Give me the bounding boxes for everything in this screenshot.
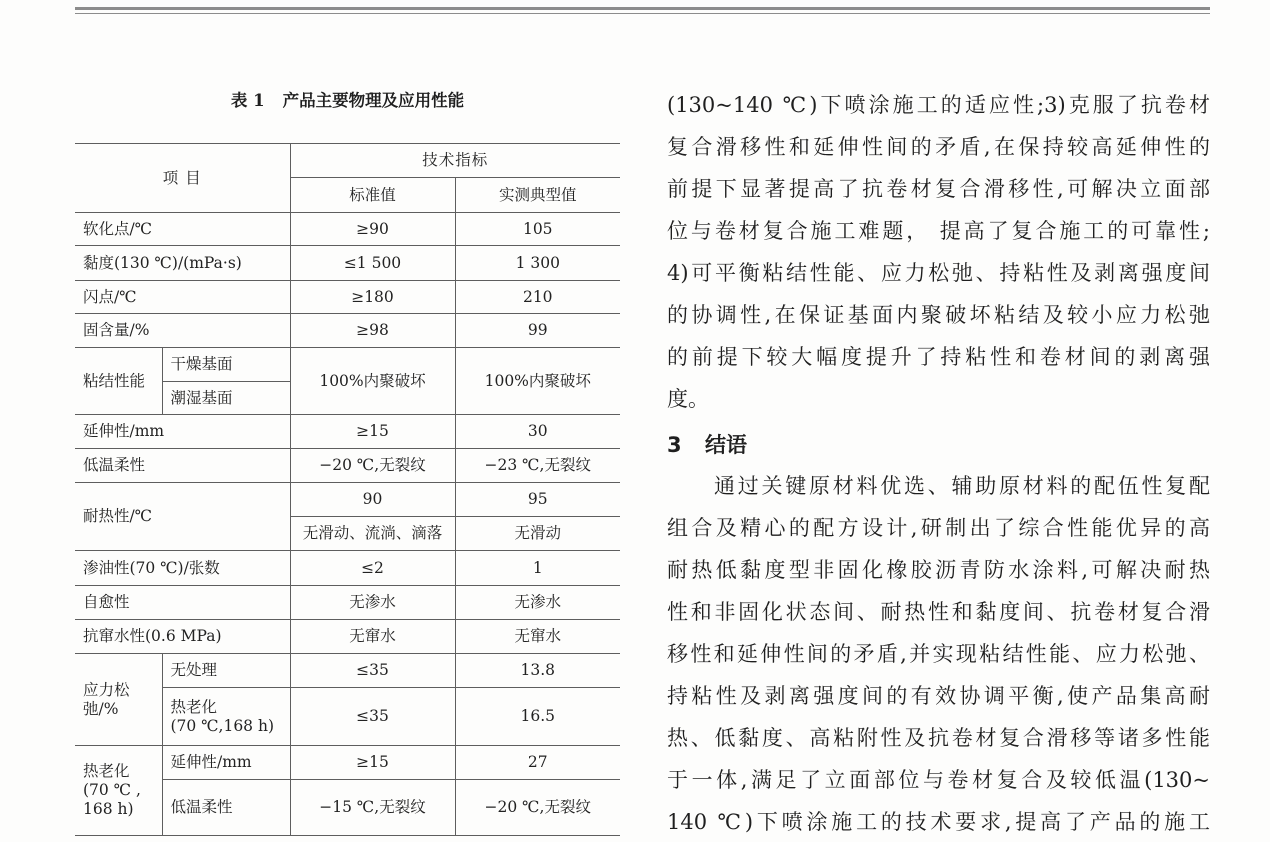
text-line: 的协调性,在保证基面内聚破坏粘结及较小应力松弛 <box>667 303 1210 327</box>
row-measured: 1 <box>455 551 620 586</box>
row-item: 渗油性(70 ℃)/张数 <box>75 551 290 586</box>
row-item: 黏度(130 ℃)/(mPa·s) <box>75 246 290 281</box>
text-line: 度。 <box>667 387 709 411</box>
text-line: 140 ℃)下喷涂施工的技术要求,提高了产品的施工 <box>667 810 1210 834</box>
row-standard: 无滑动、流淌、滴落 <box>290 517 455 551</box>
row-measured: 无渗水 <box>455 586 620 620</box>
conclusion-paragraph <box>667 467 1210 841</box>
header-double-rule <box>75 7 1210 14</box>
row-sub-item: 无处理 <box>162 654 290 688</box>
text-line: 前提下显著提高了抗卷材复合滑移性,可解决立面部 <box>667 177 1210 201</box>
row-sub-item: 延伸性/mm <box>162 746 290 780</box>
table-row <box>75 483 620 517</box>
row-measured: 16.5 <box>455 688 620 746</box>
row-standard: ≥90 <box>290 213 455 246</box>
row-sub-item: 热老化 (70 ℃,168 h) <box>162 688 290 746</box>
table-row <box>75 281 620 314</box>
table-row <box>75 415 620 449</box>
header-standard: 标准值 <box>290 178 455 213</box>
row-standard: ≥15 <box>290 746 455 780</box>
row-measured: 无窜水 <box>455 620 620 654</box>
row-standard: 无渗水 <box>290 586 455 620</box>
row-measured: 27 <box>455 746 620 780</box>
table-body <box>75 213 620 836</box>
row-item: 延伸性/mm <box>75 415 290 449</box>
text-line: 于一体,满足了立面部位与卷材复合及较低温(130~ <box>667 768 1210 792</box>
text-line: 耐热低黏度型非固化橡胶沥青防水涂料,可解决耐热 <box>667 558 1210 582</box>
row-item: 抗窜水性(0.6 MPa) <box>75 620 290 654</box>
row-item: 闪点/℃ <box>75 281 290 314</box>
row-item: 热老化 (70 ℃ , 168 h) <box>75 746 162 836</box>
text-line: 复合滑移性和延伸性间的矛盾,在保持较高延伸性的 <box>667 135 1210 159</box>
row-standard: ≤2 <box>290 551 455 586</box>
row-standard: 无窜水 <box>290 620 455 654</box>
table-row <box>75 586 620 620</box>
text-line: 4)可平衡粘结性能、应力松弛、持粘性及剥离强度间 <box>667 261 1210 285</box>
table-row <box>75 213 620 246</box>
text-line: 位与卷材复合施工难题， 提高了复合施工的可靠性; <box>667 219 1210 243</box>
continued-paragraph <box>667 86 1210 418</box>
row-item: 自愈性 <box>75 586 290 620</box>
row-standard: 100%内聚破坏 <box>290 348 455 415</box>
row-item: 耐热性/℃ <box>75 483 290 551</box>
row-standard: ≥15 <box>290 415 455 449</box>
row-standard: −15 ℃,无裂纹 <box>290 780 455 836</box>
row-standard: ≥98 <box>290 314 455 348</box>
table-head <box>75 144 620 213</box>
table-title: 产品主要物理及应用性能 <box>282 91 465 110</box>
row-measured: 无滑动 <box>455 517 620 551</box>
row-item: 软化点/℃ <box>75 213 290 246</box>
row-standard: −20 ℃,无裂纹 <box>290 449 455 483</box>
text-line: 热、低黏度、高粘附性及抗卷材复合滑移等诸多性能 <box>667 726 1210 750</box>
row-measured: 105 <box>455 213 620 246</box>
row-measured: 13.8 <box>455 654 620 688</box>
table-row <box>75 654 620 688</box>
row-item: 粘结性能 <box>75 348 162 415</box>
section-number: 3 <box>667 433 682 457</box>
row-standard: 90 <box>290 483 455 517</box>
header-item: 项 目 <box>75 144 290 213</box>
header-spec: 技术指标 <box>290 144 620 178</box>
table-row <box>75 314 620 348</box>
header-measured: 实测典型值 <box>455 178 620 213</box>
row-measured: 210 <box>455 281 620 314</box>
table-row <box>75 746 620 780</box>
text-line: 组合及精心的配方设计,研制出了综合性能优异的高 <box>667 516 1210 540</box>
table-number: 表 1 <box>230 91 265 110</box>
row-measured: −23 ℃,无裂纹 <box>455 449 620 483</box>
row-standard: ≤1 500 <box>290 246 455 281</box>
table-caption <box>75 89 620 113</box>
text-line: 通过关键原材料优选、辅助原材料的配伍性复配 <box>714 474 1210 498</box>
row-sub-item: 干燥基面 <box>162 348 290 382</box>
row-measured: 100%内聚破坏 <box>455 348 620 415</box>
row-measured: 30 <box>455 415 620 449</box>
text-line: (130~140 ℃)下喷涂施工的适应性;3)克服了抗卷材 <box>667 93 1210 117</box>
table-row <box>75 620 620 654</box>
text-line: 的前提下较大幅度提升了持粘性和卷材间的剥离强 <box>667 345 1210 369</box>
table-row <box>75 551 620 586</box>
table-row <box>75 348 620 382</box>
row-item: 应力松 弛/% <box>75 654 162 746</box>
row-item: 低温柔性 <box>75 449 290 483</box>
row-standard: ≥180 <box>290 281 455 314</box>
row-standard: ≤35 <box>290 654 455 688</box>
text-line: 持粘性及剥离强度间的有效协调平衡,使产品集高耐 <box>667 684 1210 708</box>
table-row <box>75 246 620 281</box>
row-standard: ≤35 <box>290 688 455 746</box>
row-sub-item: 低温柔性 <box>162 780 290 836</box>
row-measured: 1 300 <box>455 246 620 281</box>
section-heading <box>667 426 1210 464</box>
table-header-row <box>75 144 620 178</box>
row-measured: 99 <box>455 314 620 348</box>
row-measured: 95 <box>455 483 620 517</box>
properties-table <box>75 143 620 836</box>
text-line: 性和非固化状态间、耐热性和黏度间、抗卷材复合滑 <box>667 600 1210 624</box>
table-row <box>75 449 620 483</box>
row-measured: −20 ℃,无裂纹 <box>455 780 620 836</box>
row-item: 固含量/% <box>75 314 290 348</box>
row-sub-item: 潮湿基面 <box>162 382 290 415</box>
text-line: 移性和延伸性间的矛盾,并实现粘结性能、应力松弛、 <box>667 642 1210 666</box>
section-title: 结语 <box>705 433 747 457</box>
